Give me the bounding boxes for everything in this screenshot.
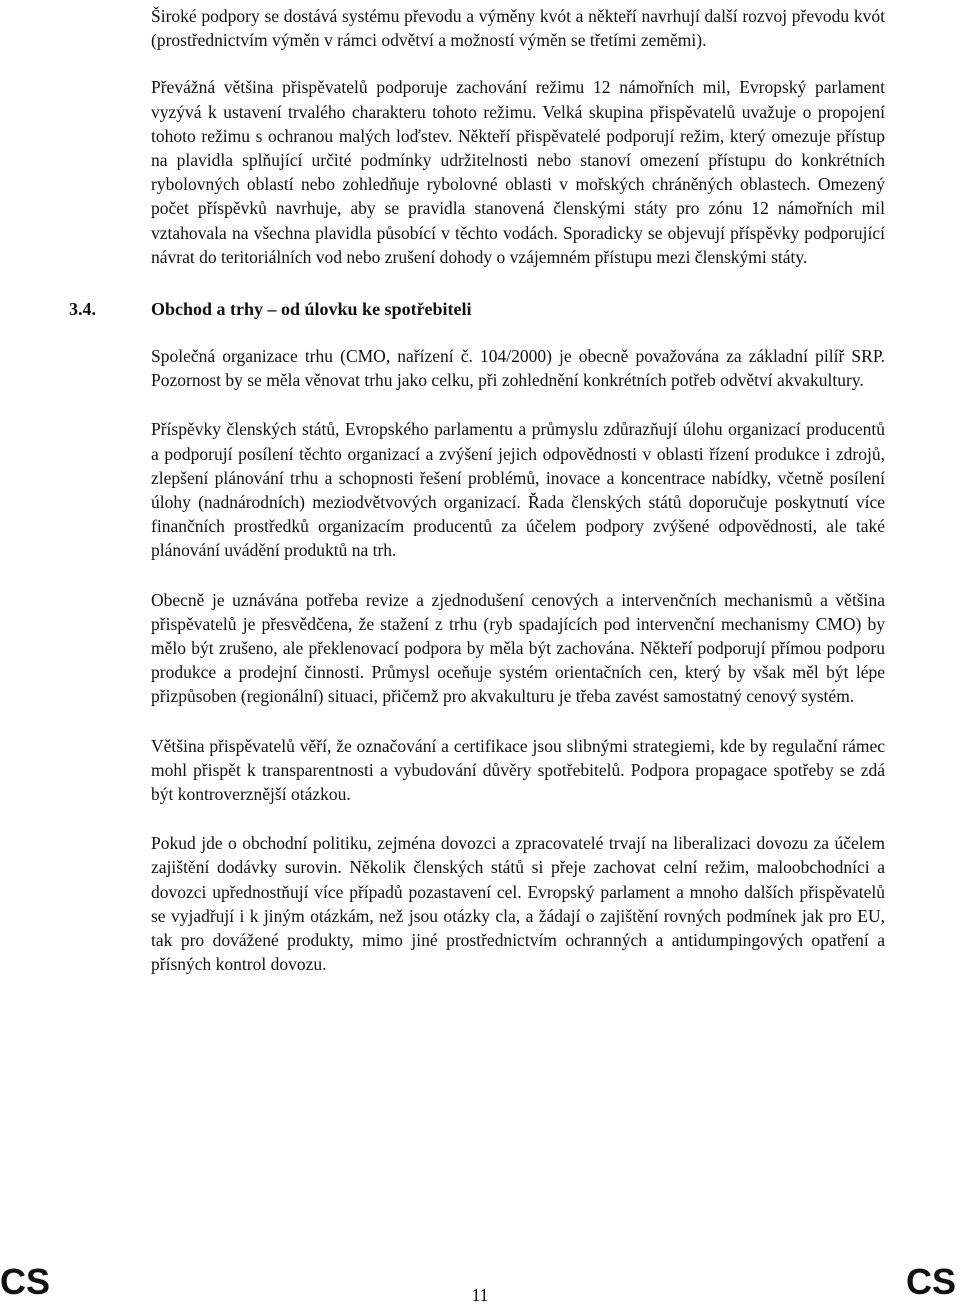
- section-number: 3.4.: [69, 299, 96, 320]
- section-title: Obchod a trhy – od úlovku ke spotřebiteli: [151, 299, 472, 320]
- footer-language-code-right: CS: [905, 1261, 956, 1302]
- paragraph-trade-policy: Pokud jde o obchodní politiku, zejména dovozci a zpracovatelé trvají na liberalizaci dovozu za účelem zajištění dodávky surovin. Několik členských států si přeje zachovat celní režim, maloobchodníci a dovozci upřednostňují více případů pozastavení cel. Evropský parlament a mnoho dalších přispěvatelů se vyjadřují i k jiným otázkám, než jsou otázky cla, a žádají o zajištění rovných podmínek jak pro EU, tak pro dovážené produkty, mimo jiné prostřednictvím ochranných a antidumpingových opatření a přísných kontrol dovozu.: [151, 833, 885, 975]
- paragraph-cmo: Společná organizace trhu (CMO, nařízení č. 104/2000) je obecně považována za základní pilíř SRP. Pozornost by se měla věnovat trhu jako celku, při zohlednění konkrétních potřeb odvětví akvakultury.: [151, 346, 885, 391]
- paragraph-producer-organisations: Příspěvky členských států, Evropského parlamentu a průmyslu zdůrazňují úlohu organizací producentů a podporují posílení těchto organizací a zvýšení jejich odpovědnosti v oblasti řízení produkce i zdrojů, zlepšení plánování trhu a schopnosti řešení problémů, inovace a koncentrace nabídky, včetně posílení úlohy (nadnárodních) meziodvětvových organizací. Řada členských států doporučuje poskytnutí více finančních prostředků organizacím producentů za účelem podpory zvýšené odpovědnosti, ale také plánování uvádění produktů na trh.: [151, 419, 885, 561]
- document-body: [69, 4, 885, 977]
- paragraph-labelling-certification: Většina přispěvatelů věří, že označování a certifikace jsou slibnými strategiemi, kde by regulační rámec mohl přispět k transparentnosti a vybudování důvěry spotřebitelů. Podpora propagace spotřeby se zdá být kontroverznější otázkou.: [151, 735, 885, 805]
- paragraph-12-mile-regime: Převážná většina přispěvatelů podporuje zachování režimu 12 námořních mil, Evropský parlament vyzývá k ustavení trvalého charakteru tohoto režimu. Velká skupina přispěvatelů uvažuje o propojení tohoto režimu s ochranou malých loďstev. Někteří přispěvatelé podporují režim, který omezuje přístup na plavidla splňující určité podmínky udržitelnosti nebo stanoví omezení přístupu do konkrétních rybolovných oblastí nebo zohledňuje rybolovné oblasti v mořských chráněných oblastech. Omezený počet příspěvků navrhuje, aby se pravidla stanovená členskými státy pro zónu 12 námořních mil vztahovala na všechna plavidla působící v těchto vodách. Sporadicky se objevují příspěvky podporující návrat do teritoriálních vod nebo zrušení dohody o vzájemném přístupu mezi členskými státy.: [151, 77, 885, 267]
- page-number: 11: [471, 1285, 489, 1305]
- paragraph-price-intervention: Obecně je uznávána potřeba revize a zjednodušení cenových a intervenčních mechanismů a většina přispěvatelů je přesvědčena, že stažení z trhu (ryb spadajících pod intervenční mechanismy CMO) by mělo být zrušeno, ale překlenovací podpora by měla být zachována. Někteří podporují přímou podporu produkce a prodejní činnosti. Průmysl oceňuje systém orientačních cen, který by však měl být lépe přizpůsoben (regionální) situaci, přičemž pro akvakulturu je třeba zavést samostatný cenový systém.: [151, 589, 885, 707]
- footer-language-code-left: CS: [0, 1261, 51, 1302]
- paragraph-quota-transfer: Široké podpory se dostává systému převodu a výměny kvót a někteří navrhují další rozvoj převodu kvót (prostřednictvím výměn v rámci odvětví a možností výměn se třetími zeměmi).: [151, 6, 885, 51]
- section-heading: [69, 297, 885, 321]
